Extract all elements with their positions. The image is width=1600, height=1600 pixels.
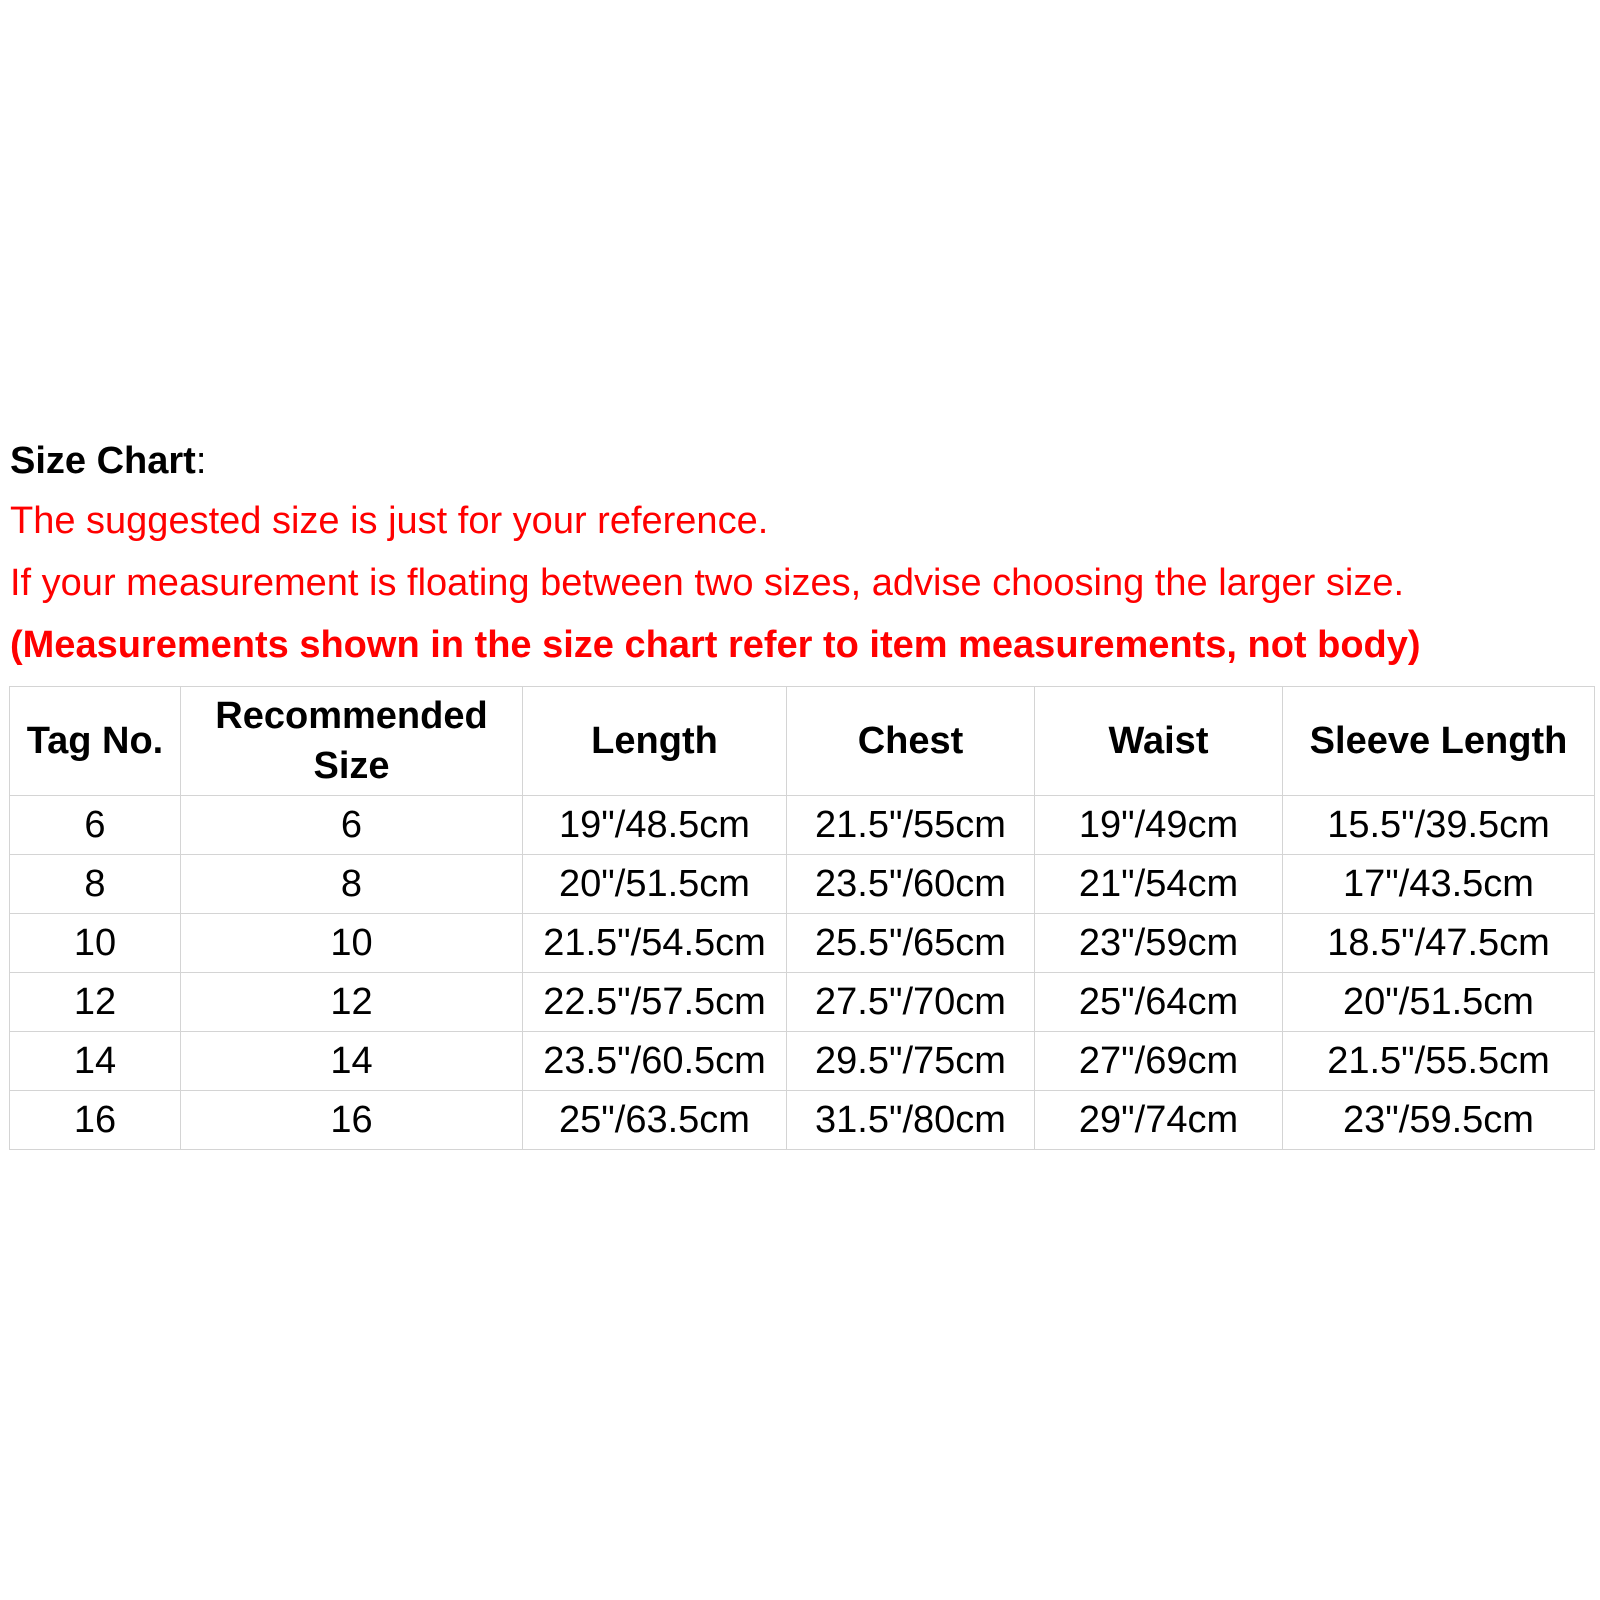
- waist-cell: 21"/54cm: [1035, 855, 1283, 914]
- waist-cell: 29"/74cm: [1035, 1091, 1283, 1150]
- length-cell: 22.5"/57.5cm: [523, 973, 787, 1032]
- table-row: [10, 1032, 1595, 1091]
- column-header-length: Length: [523, 687, 787, 796]
- length-cell: 25"/63.5cm: [523, 1091, 787, 1150]
- reference-note: The suggested size is just for your reference.: [10, 500, 769, 542]
- sleeve-length-cell: 23"/59.5cm: [1283, 1091, 1595, 1150]
- table-row: [10, 914, 1595, 973]
- recommended-size-cell: 8: [181, 855, 523, 914]
- title-colon: :: [195, 440, 207, 482]
- tag-no-cell: 16: [10, 1091, 181, 1150]
- sleeve-length-cell: 17"/43.5cm: [1283, 855, 1595, 914]
- waist-cell: 23"/59cm: [1035, 914, 1283, 973]
- chest-cell: 31.5"/80cm: [787, 1091, 1035, 1150]
- chest-cell: 21.5"/55cm: [787, 796, 1035, 855]
- column-header-chest: Chest: [787, 687, 1035, 796]
- sleeve-length-cell: 20"/51.5cm: [1283, 973, 1595, 1032]
- measurement-disclaimer: (Measurements shown in the size chart refer to item measurements, not body): [10, 624, 1421, 666]
- table-row: [10, 855, 1595, 914]
- column-header-recommended-size: Recommended Size: [181, 687, 523, 796]
- length-cell: 19"/48.5cm: [523, 796, 787, 855]
- waist-cell: 19"/49cm: [1035, 796, 1283, 855]
- chest-cell: 29.5"/75cm: [787, 1032, 1035, 1091]
- sleeve-length-cell: 15.5"/39.5cm: [1283, 796, 1595, 855]
- length-cell: 21.5"/54.5cm: [523, 914, 787, 973]
- size-chart-sheet: [10, 438, 1595, 1150]
- tag-no-cell: 12: [10, 973, 181, 1032]
- column-header-tag-no: Tag No.: [10, 687, 181, 796]
- column-header-sleeve-length: Sleeve Length: [1283, 687, 1595, 796]
- size-table: [9, 686, 1595, 1150]
- tag-no-cell: 8: [10, 855, 181, 914]
- size-chart-title: Size Chart: [10, 440, 196, 482]
- size-advice-note: If your measurement is floating between two sizes, advise choosing the larger size.: [10, 562, 1405, 604]
- chest-cell: 27.5"/70cm: [787, 973, 1035, 1032]
- recommended-size-cell: 10: [181, 914, 523, 973]
- chest-cell: 23.5"/60cm: [787, 855, 1035, 914]
- recommended-size-cell: 6: [181, 796, 523, 855]
- recommended-size-cell: 14: [181, 1032, 523, 1091]
- sleeve-length-cell: 18.5"/47.5cm: [1283, 914, 1595, 973]
- chest-cell: 25.5"/65cm: [787, 914, 1035, 973]
- table-header-row: [10, 687, 1595, 796]
- table-body: [10, 796, 1595, 1150]
- sleeve-length-cell: 21.5"/55.5cm: [1283, 1032, 1595, 1091]
- waist-cell: 27"/69cm: [1035, 1032, 1283, 1091]
- length-cell: 20"/51.5cm: [523, 855, 787, 914]
- tag-no-cell: 10: [10, 914, 181, 973]
- table-row: [10, 796, 1595, 855]
- tag-no-cell: 6: [10, 796, 181, 855]
- recommended-size-cell: 16: [181, 1091, 523, 1150]
- waist-cell: 25"/64cm: [1035, 973, 1283, 1032]
- column-header-waist: Waist: [1035, 687, 1283, 796]
- size-chart-heading: [10, 438, 1595, 498]
- table-row: [10, 1091, 1595, 1150]
- table-row: [10, 973, 1595, 1032]
- recommended-size-cell: 12: [181, 973, 523, 1032]
- tag-no-cell: 14: [10, 1032, 181, 1091]
- length-cell: 23.5"/60.5cm: [523, 1032, 787, 1091]
